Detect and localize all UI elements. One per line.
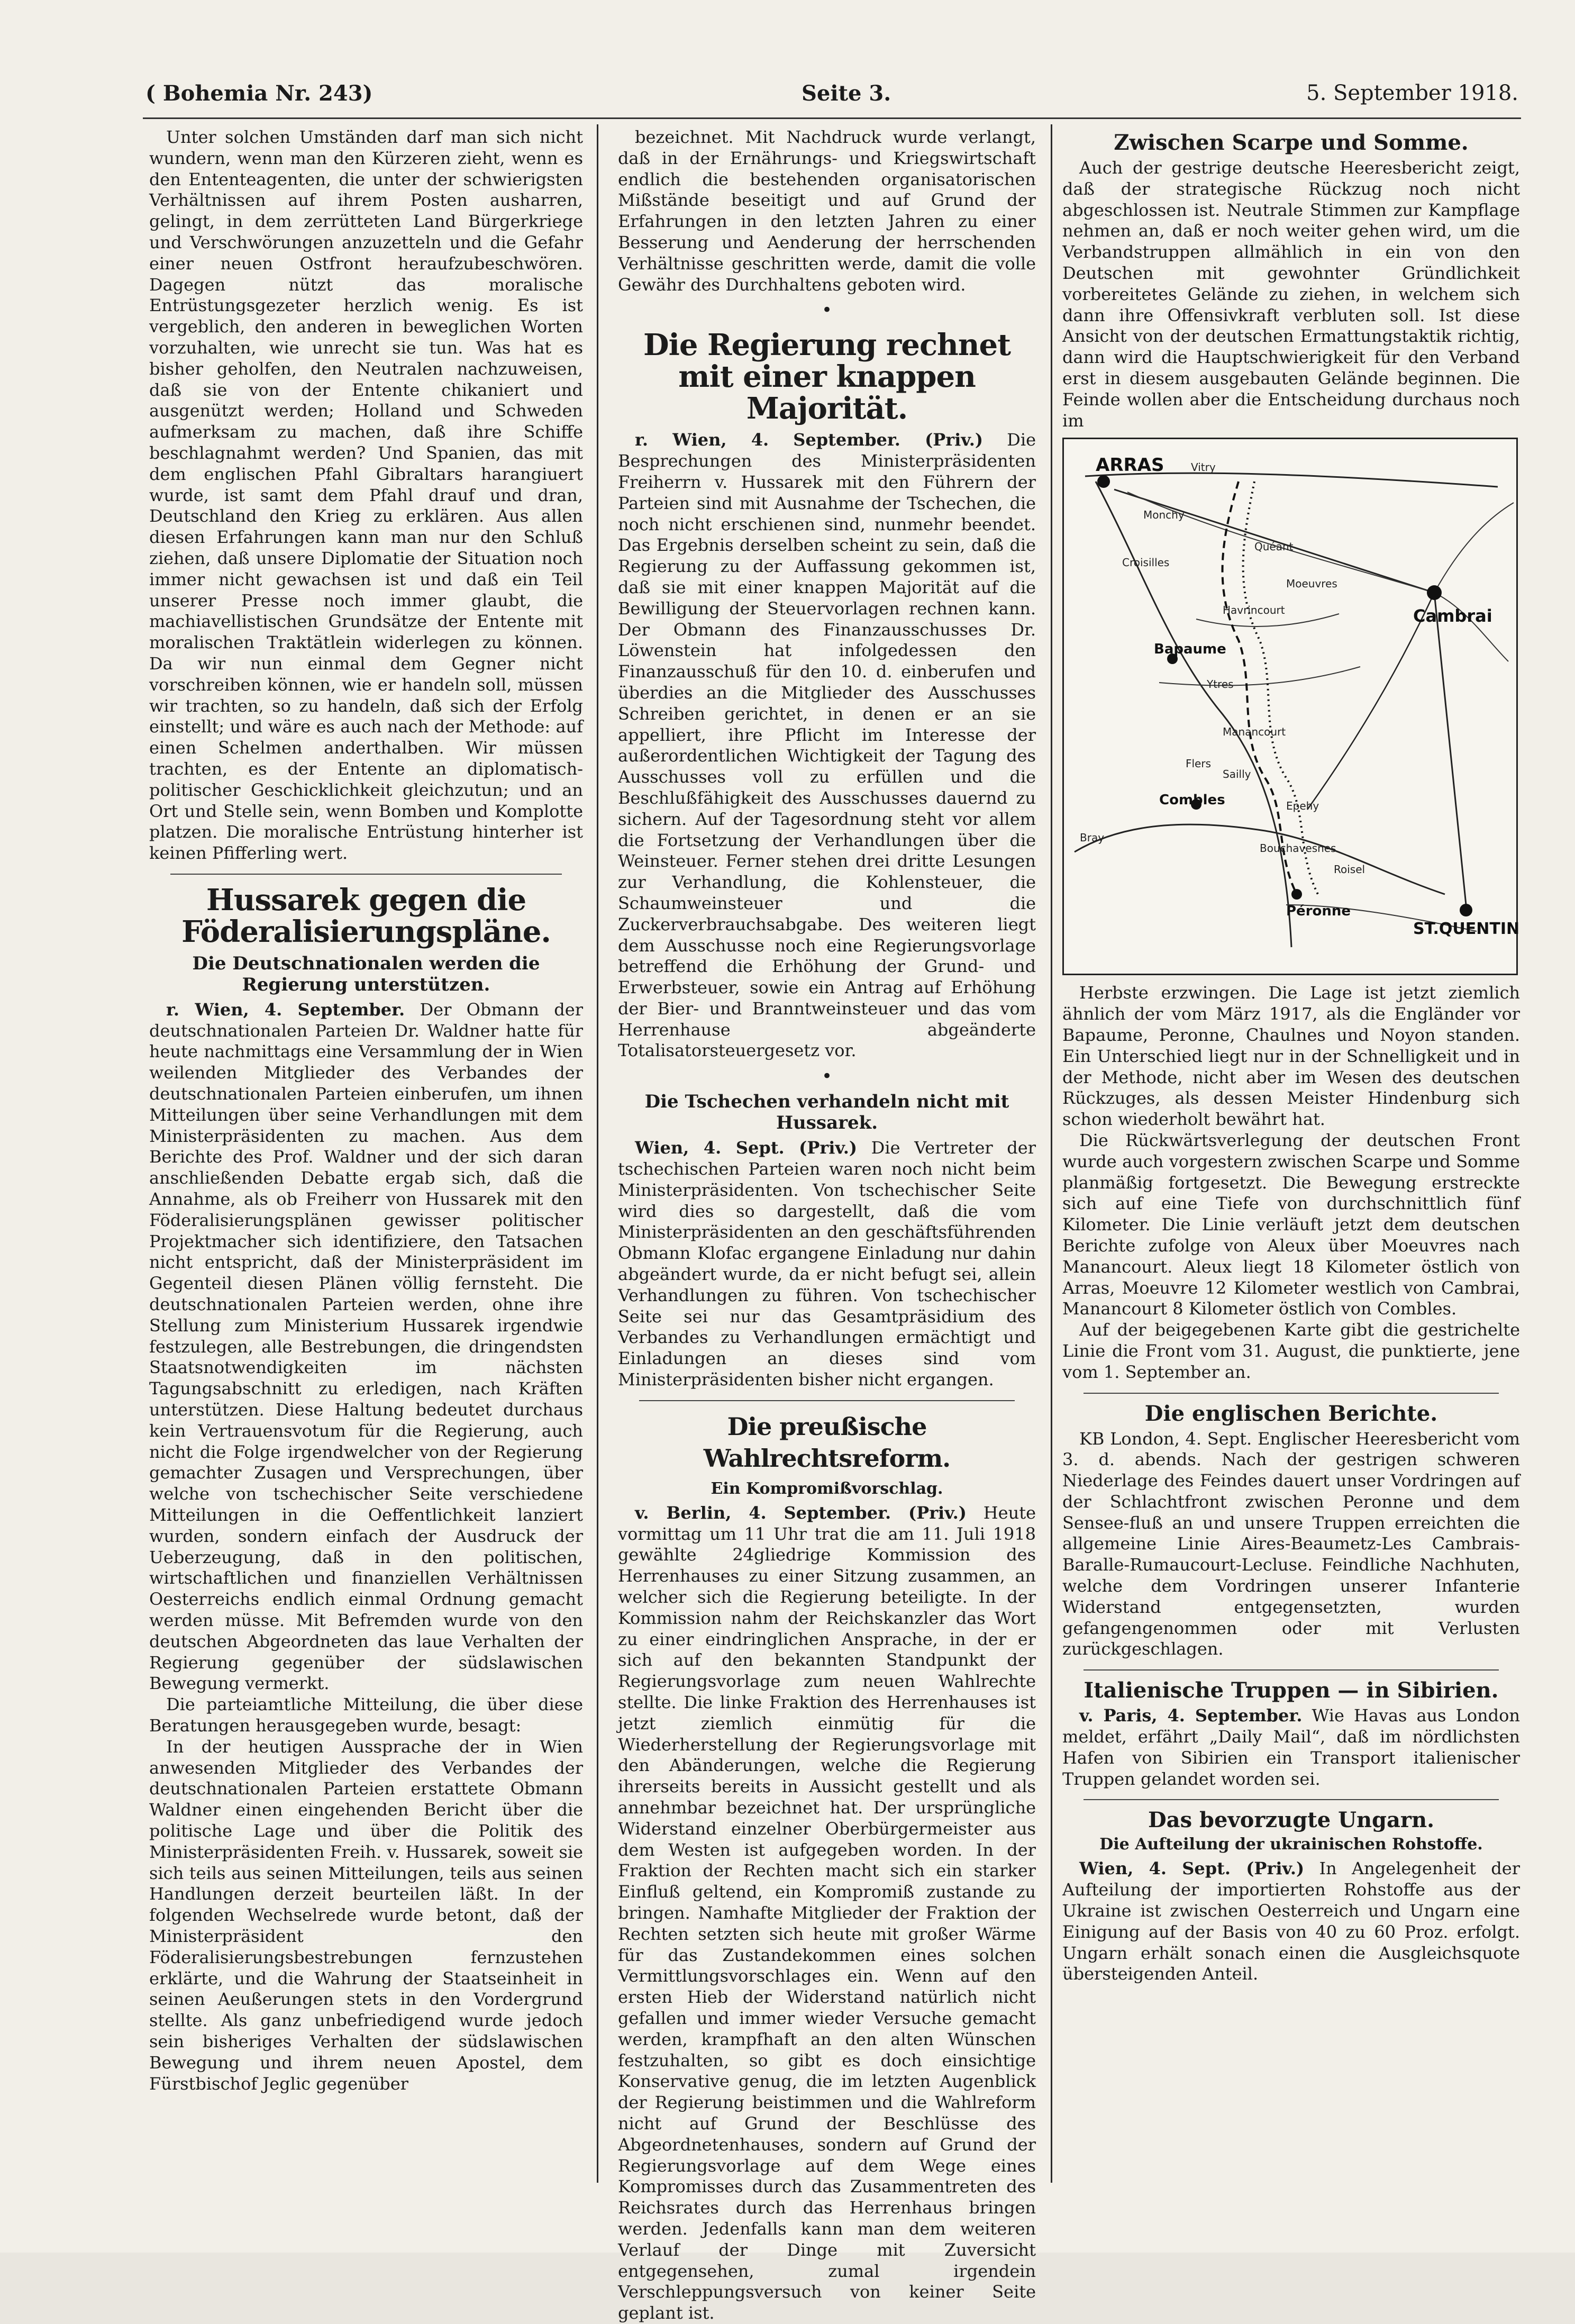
paragraph: Wien, 4. Sept. (Priv.) Die Vertreter der tschechischen Parteien waren noch nicht beim Ministerpräsidenten. Von tschechischer Seite wird dies so dargestellt, daß die vom Ministerpräsidenten an den geschäftsführenden Obmann Klofac ergangene Einladung nur dahin abgeändert wurde, da er nicht befugt sei, allein Verhandlungen zu führen. Von tschechischer Seite sei nur das Gesamtpräsidium des Verbandes zu Verhandlungen ermächtigt und Einladungen an dieses sind vom Ministerpräsidenten bisher nicht ergangen. <box>618 1138 1036 1390</box>
header-rule <box>143 117 1521 119</box>
subheadline: Die Deutschnationalen werden die Regierung unterstützen. <box>192 952 540 995</box>
headline-ungarn: Das bevorzugte Ungarn. <box>1148 1808 1434 1833</box>
separator <box>1084 1669 1499 1671</box>
headline-hussarek: Hussarek gegen die Föderalisierungspläne. <box>181 882 551 949</box>
paragraph: KB London, 4. Sept. Englischer Heeresbericht vom 3. d. abends. Nach der gestrigen schweren Niederlage des Feindes dauert unser Vordringen auf der Schlachtfront zwischen Peronne und dem Sensee-fluß an und unsere Truppen erreichten die allgemeine Linie Aires-Beaumetz-Les Cambrais-Baralle-Rumaucourt-Lecluse. Feindliche Nachhuten, welche dem Vordringen unserer Infanterie Widerstand entgegensetzten, wurden gefangengenommen oder mit Verlusten zurückgeschlagen. <box>1062 1428 1520 1659</box>
dateline: r. Wien, 4. September. (Priv.) <box>635 430 983 450</box>
map-label-city: Cambrai <box>1413 606 1492 627</box>
paragraph: Die parteiamtliche Mitteilung, die über diese Beratungen herausgegeben wurde, besagt: <box>149 1694 583 1736</box>
headline-wahlrechtsreform: Die preußische Wahlrechtsreform. <box>703 1412 951 1473</box>
headline-regierung: Die Regierung rechnet mit einer knappen Majorität. <box>643 328 1010 426</box>
map-label-place: Epehy <box>1286 800 1319 813</box>
dateline: r. Wien, 4. September. <box>166 999 405 1020</box>
paragraph: Unter solchen Umständen darf man sich nicht wundern, wenn man den Kürzeren zieht, wenn es den Ententeagenten, die unter der schwierigsten Verhältnissen auf ihrem Posten ausharren, gelingt, in dem zerrütteten Land Bürgerkriege und Verschwörungen anzuzetteln und die Gefahr einer neuen Ostfront heraufzubeschwören. Dagegen nützt das moralische Entrüstungsgezeter herzlich wenig. Es ist vergeblich, den anderen in beweglichen Worten vorzuhalten, wie unrecht sie tun. Was hat es bisher geholfen, den Neutralen nachzuweisen, daß sie von der Entente chikaniert und ausgenützt werden; Holland und Schweden aufmerksam zu machen, daß ihre Schiffe beschlagnahmt werden? Und Spanien, das mit dem englischen Pfahl Gibraltars harangiuert wurde, ist samt dem Pfahl drauf und dran, Deutschland den Krieg zu erklären. Aus allen diesen Erfahrungen kann man nur den Schluß ziehen, daß unsere Diplomatie der Situation noch immer nicht gewachsen ist und daß ein Teil unserer Presse noch immer glaubt, die machiavellistischen Grundsätze der Entente mit moralischen Traktätlein widerlegen zu können. Da wir nun einmal dem Gegner nicht vorschreiben können, wie er handeln soll, müssen wir trachten, so zu handeln, daß sich der Erfolg einstellt; und wäre es auch nach der Methode: auf einen Schelmen anderthalben. Wir müssen trachten, es der Entente an diplomatisch-politischer Geschicklichkeit gleichzutun; und an Ort und Stelle sein, wenn Bomben und Komplotte platzen. Die moralische Entrüstung hinterher ist keinen Pfifferling wert. <box>149 127 583 864</box>
map-label-city: Péronne <box>1286 903 1351 920</box>
paragraph: Die Rückwärtsverlegung der deutschen Front wurde auch vorgestern zwischen Scarpe und Somme planmäßig fortgesetzt. Die Bewegung erstreckte sich auf eine Tiefe von durchschnittlich fünf Kilometer. Die Linie verläuft jetzt dem deutschen Berichte zufolge von Aleux über Moeuvres nach Manancourt. Aleux liegt 18 Kilometer östlich von Arras, Moeuvre 12 Kilometer westlich von Cambrai, Manancourt 8 Kilometer östlich von Combles. <box>1062 1130 1520 1319</box>
page-number: Seite 3. <box>802 81 891 106</box>
masthead-issue: ( Bohemia Nr. 243) <box>145 81 373 106</box>
separator <box>1084 1799 1499 1800</box>
paragraph: bezeichnet. Mit Nachdruck wurde verlangt, daß in der Ernährungs- und Kriegswirtschaft endlich die bestehenden organisatorischen Mißstände beseitigt und auf Grund der Erfahrungen in den letzten Jahren zu einer Besserung und Aenderung der herrschenden Verhältnisse geschritten werde, damit die volle Gewähr des Durchhaltens geboten wird. <box>618 127 1036 295</box>
headline-italienische-truppen: Italienische Truppen — in Sibirien. <box>1084 1678 1499 1703</box>
paragraph: r. Wien, 4. September. (Priv.) Die Besprechungen des Ministerpräsidenten Freiherrn v. Hussarek mit den Führern der Parteien sind mit Ausnahme der Tschechen, die noch nicht erschienen sind, nunmehr beendet. Das Ergebnis derselben scheint zu sein, daß die Regierung zu der Auffassung gekommen ist, daß sie mit einer knappen Majorität auf die Bewilligung der Steuervorlagen rechnen kann. Der Obmann des Finanzausschusses Dr. Löwenstein hat infolgedessen den Finanzausschuß für den 10. d. einberufen und überdies an die Mitglieder des Ausschusses Schreiben gerichtet, in denen er an sie appelliert, ihre Pflicht im Interesse der außerordentlichen Wichtigkeit der Tagung des Ausschusses voll zu erfüllen und die Beschlußfähigkeit des Ausschusses dauernd zu sichern. Auf der Tagesordnung steht vor allem die Fortsetzung der Verhandlungen über die Weinsteuer. Ferner stehen drei dritte Lesungen zur Verhandlung, die Kohlensteuer, die Schaumweinsteuer und die Zuckerverbrauchsabgabe. Des weiteren liegt dem Ausschusse noch eine Regierungsvorlage betreffend die Erhöhung der Grund- und Erwerbsteuer, sowie ein Antrag auf Erhöhung der Bier- und Branntweinsteuer und das vom Herrenhause abgeänderte Totalisatorsteuergesetz vor. <box>618 430 1036 1061</box>
map-label-place: Vitry <box>1191 461 1216 474</box>
page-header <box>145 77 1518 114</box>
dateline: Wien, 4. Sept. (Priv.) <box>635 1138 858 1158</box>
paragraph: Auf der beigegebenen Karte gibt die gestrichelte Linie die Front vom 31. August, die punktierte, jene vom 1. September an. <box>1062 1320 1520 1382</box>
column-1 <box>149 127 583 2191</box>
separator-dot: • <box>821 299 833 321</box>
map-label-city: ST.QUENTIN <box>1413 920 1520 939</box>
map-label-place: Roisel <box>1334 863 1365 876</box>
map-label-place: Monchy <box>1143 509 1185 522</box>
map-label-place: Bray <box>1080 831 1105 845</box>
column-2 <box>618 127 1036 2323</box>
paragraph: Wien, 4. Sept. (Priv.) In Angelegenheit der Aufteilung der importierten Rohstoffe aus der Ukraine ist zwischen Oesterreich und Ungarn eine Einigung auf der Basis von 40 zu 60 Proz. erfolgt. Ungarn erhält sonach einen die Ausgleichsquote übersteigenden Anteil. <box>1062 1858 1521 1984</box>
separator <box>1084 1393 1499 1394</box>
paragraph: Herbste erzwingen. Die Lage ist jetzt ziemlich ähnlich der vom März 1917, als die Engländer vor Bapaume, Peronne, Chaulnes und Noyon standen. Ein Unterschied liegt nur in der Schnelligkeit und in der Methode, nicht aber im Wesen des deutschen Rückzuges, als dessen Meister Hindenburg sich schon wiederholt bewährt hat. <box>1062 983 1520 1130</box>
map-label-place: Ytres <box>1207 678 1234 691</box>
map-label-place: Manancourt <box>1223 725 1286 739</box>
front-map <box>1062 438 1518 975</box>
paragraph: Auch der gestrige deutsche Heeresbericht zeigt, daß der strategische Rückzug noch nicht abgeschlossen ist. Neutrale Stimmen zur Kampflage nehmen an, daß er noch weiter gehen wird, um die Verbandstruppen allmählich in ein von den Deutschen mit gewohnter Gründlichkeit vorbereitetes Gelände zu ziehen, in welchem sich dann ihre Offensivkraft verbluten soll. Ist diese Ansicht von der deutschen Ermattungstaktik richtig, dann wird die Hauptschwierigkeit für den Verband erst in diesem ausgebauten Gelände beginnen. Die Feinde wollen aber die Entscheidung durchaus noch im <box>1062 158 1520 431</box>
issue-date: 5. September 1918. <box>1306 81 1518 105</box>
paragraph: In der heutigen Aussprache der in Wien anwesenden Mitglieder des Verbandes der deutschnationalen Parteien erstattete Obmann Waldner einen eingehenden Bericht über die politische Lage und über die Politik des Ministerpräsidenten Freih. v. Hussarek, soweit sie sich teils aus seinen Mitteilungen, teils aus seinen Handlungen derzeit beurteilen läßt. In der folgenden Wechselrede wurde betont, daß der Ministerpräsident den Föderalisierungsbestrebungen fernzustehen erklärte, und die Wahrung der Staatseinheit in seinen Aeußerungen stets in den Vordergrund stellte. Als ganz unbefriedigend wurde jedoch sein bisheriges Verhalten der südslawischen Bewegung und ihrem neuen Apostel, dem Fürstbischof Jeglic gegenüber <box>149 1736 583 2094</box>
subheadline: Ein Kompromißvorschlag. <box>711 1479 943 1498</box>
column-3 <box>1062 127 1520 2191</box>
map-label-city: ARRAS <box>1096 455 1164 476</box>
map-label-place: Havrincourt <box>1223 604 1285 617</box>
map-label-place: Sailly <box>1223 768 1251 781</box>
paragraph: v. Paris, 4. September. Wie Havas aus London meldet, erfährt „Daily Mail“, daß im nördlichsten Hafen von Sibirien ein Transport italienischer Truppen gelandet worden sei. <box>1062 1705 1521 1789</box>
map-label-city: Bapaume <box>1154 641 1226 658</box>
map-label-place: Croisilles <box>1122 556 1170 569</box>
paragraph: v. Berlin, 4. September. (Priv.) Heute vormittag um 11 Uhr trat die am 11. Juli 1918 gewählte 24gliedrige Kommission des Herrenhauses zu einer Sitzung zusammen, an welcher sich die Regierung beteiligte. In der Kommission nahm der Reichskanzler das Wort zu einer eindringlichen Ansprache, in der er sich auf den bekannten Standpunkt der Regierungsvorlage zum neuen Wahlrechte stellte. Die linke Fraktion des Herrenhauses ist jetzt ziemlich einmütig für die Wiederherstellung der Regierungsvorlage mit den Abänderungen, welche die Regierung ihrerseits bereits in Aussicht gestellt und als annehmbar bezeichnet hat. Der ursprüngliche Widerstand einzelner Oberbürgermeister aus dem Westen ist aufgegeben worden. In der Fraktion der Rechten macht sich ein starker Einfluß geltend, ein Kompromiß zustande zu bringen. Namhafte Mitglieder der Fraktion der Rechten setzten sich heute mit großer Wärme für das Zustandekommen eines solchen Vermittlungsvorschlages ein. Wenn auf den ersten Hieb der Widerstand natürlich nicht gefallen und immer wieder Versuche gemacht werden, krampfhaft an den alten Wünschen festzuhalten, so gibt es doch einsichtige Konservative genug, die im letzten Augenblick der Regierung beistimmen und die Wahlreform nicht auf Grund der Beschlüsse des Abgeordnetenhauses, sondern auf Grund der Regierungsvorlage auf dem Wege eines Kompromisses durch das Zusammentreten des Reichsrates durch das Herrenhaus bringen werden. Jedenfalls kann man dem weiteren Verlauf der Dinge mit Zuversicht entgegensehen, zumal irgendein Verschleppungsversuch von keiner Seite geplant ist. <box>618 1502 1036 2323</box>
separator-dot: • <box>821 1066 833 1087</box>
separator <box>170 874 562 875</box>
headline-englische-berichte: Die englischen Berichte. <box>1144 1401 1438 1426</box>
dateline: v. Paris, 4. September. <box>1079 1705 1303 1726</box>
headline-tschechen: Die Tschechen verhandeln nicht mit Hussarek. <box>644 1091 1009 1134</box>
map-label-place: Bouchavesnes <box>1260 842 1336 855</box>
map-illustration <box>1064 439 1520 974</box>
column-divider <box>1051 124 1052 2183</box>
paragraph: r. Wien, 4. September. Der Obmann der deutschnationalen Parteien Dr. Waldner hatte für heute nachmittags eine Versammlung der in Wien weilenden Mitglieder des Verbandes der deutschnationalen Parteien einberufen, um ihnen Mitteilungen über seine Verhandlungen mit dem Ministerpräsidenten zu machen. Aus dem Berichte des Prof. Waldner und der sich daran anschließenden Debatte ergab sich, daß die Annahme, als ob Freiherr von Hussarek mit den Föderalisierungsplänen gewisser politischer Projektmacher sich identifiziere, den Tatsachen nicht entspricht, daß der Ministerpräsident im Gegenteil diesen Plänen völlig fernsteht. Die deutschnationalen Parteien werden, ohne ihre Stellung zum Ministerium Hussarek irgendwie festzulegen, alle Bestrebungen, die dringendsten Staatsnotwendigkeiten im nächsten Tagungsabschnitt zu erledigen, nach Kräften unterstützen. Diese Haltung bedeutet durchaus kein Vertrauensvotum für die Regierung, auch nicht die Folge irgendwelcher von der Regierung gemachter Zusagen und Versprechungen, über welche von tschechischer Seite verschiedene Mitteilungen in die Oeffentlichkeit lanziert wurden, sondern einfach der Ausdruck der Ueberzeugung, daß in den politischen, wirtschaftlichen und finanziellen Verhältnissen Oesterreichs endlich einmal Ordnung gemacht werden müsse. Mit Befremden wurde von den deutschen Abgeordneten das laue Verhalten der Regierung gegenüber der südslawischen Bewegung vermerkt. <box>149 999 584 1694</box>
headline-scarpe-somme: Zwischen Scarpe und Somme. <box>1114 130 1469 155</box>
dateline: Wien, 4. Sept. (Priv.) <box>1079 1858 1305 1879</box>
column-divider <box>597 124 598 2183</box>
subheadline: Die Aufteilung der ukrainischen Rohstoffe. <box>1099 1835 1483 1854</box>
map-label-place: Flers <box>1186 757 1212 770</box>
separator <box>639 1400 1015 1401</box>
map-label-place: Quéant <box>1254 540 1294 553</box>
map-label-place: Moeuvres <box>1286 577 1337 591</box>
dateline: v. Berlin, 4. September. (Priv.) <box>635 1502 967 1523</box>
map-label-city: Combles <box>1159 792 1225 809</box>
